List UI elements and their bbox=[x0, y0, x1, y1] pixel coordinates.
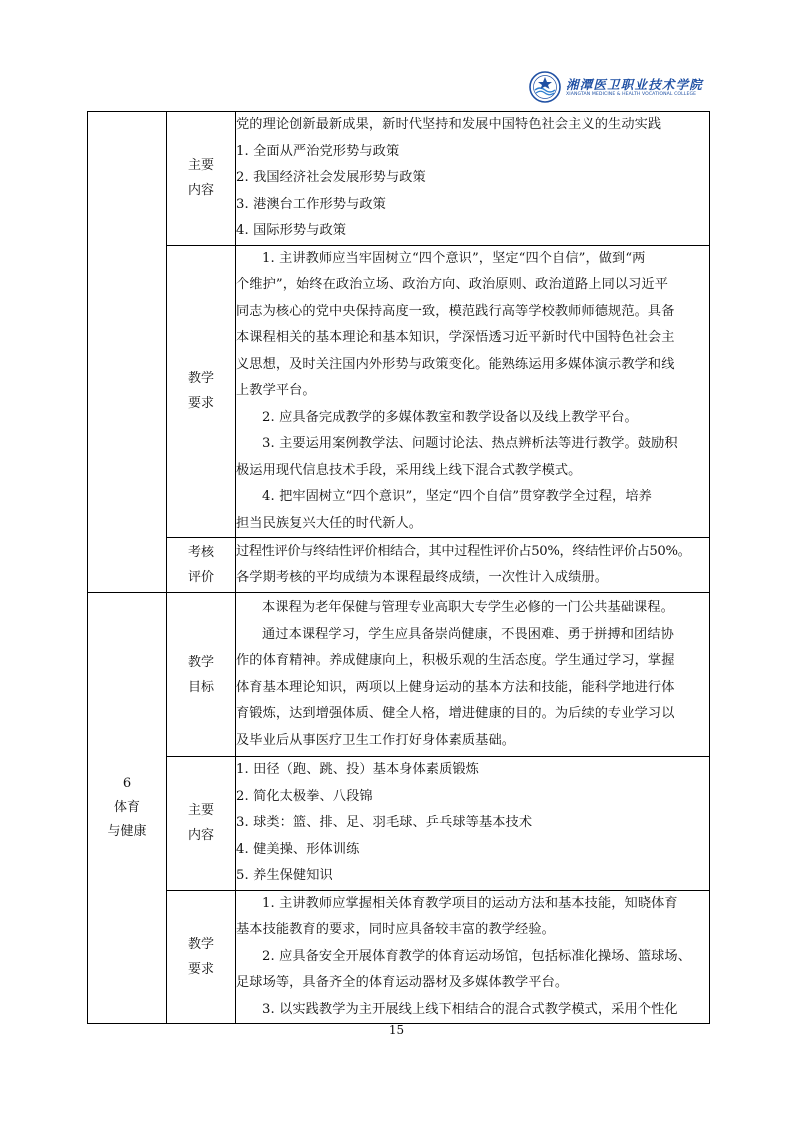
table-row bbox=[88, 890, 710, 1024]
table-row bbox=[88, 593, 710, 757]
label-text: 考核 评价 bbox=[187, 545, 214, 585]
logo-chinese-name: 湘潭医卫职业技术学院 bbox=[566, 76, 704, 92]
row-label-teaching-goals bbox=[167, 593, 236, 757]
row-label-assessment bbox=[167, 538, 236, 593]
content-line: 3. 港澳台工作形势与政策 bbox=[236, 196, 386, 212]
row-label-teaching-requirements bbox=[167, 890, 236, 1024]
table-row bbox=[88, 245, 710, 538]
paragraph-line: 4. 把牢固树立“四个意识”，坚定“四个自信”贯穿教学全过程，培养 bbox=[262, 489, 652, 504]
paragraph-line: 基本技能教育的要求，同时应具备较丰富的教学经验。 bbox=[236, 922, 555, 937]
page-number: 15 bbox=[388, 1023, 405, 1037]
paragraph-line: 本课程相关的基本理论和基本知识，学深悟透习近平新时代中国特色社会主 bbox=[236, 330, 675, 345]
college-emblem-icon bbox=[529, 71, 561, 103]
paragraph-line: 及毕业后从事医疗卫生工作打好身体素质基础。 bbox=[236, 732, 516, 748]
label-text: 教学 要求 bbox=[187, 371, 214, 412]
paragraph-line: 上教学平台。 bbox=[236, 383, 316, 398]
paragraph-line: 个维护”，始终在政治立场、政治方向、政治原则、政治道路上同以习近平 bbox=[236, 277, 669, 292]
content-line: 5. 养生保健知识 bbox=[236, 868, 333, 883]
main-content-cell bbox=[236, 112, 710, 246]
paragraph-line: 1. 主讲教师应当牢固树立“四个意识”，坚定“四个自信”，做到“两 bbox=[262, 250, 646, 266]
college-logo bbox=[529, 70, 719, 104]
course-number: 6 bbox=[122, 776, 132, 791]
paragraph-line: 义思想，及时关注国内外形势与政策变化。能熟练运用多媒体演示教学和线 bbox=[236, 356, 675, 372]
label-text: 教学 要求 bbox=[187, 936, 214, 977]
paragraph-line: 3. 以实践教学为主开展线上线下相结合的混合式教学模式，采用个性化 bbox=[262, 1001, 678, 1017]
teaching-requirements-cell bbox=[236, 245, 710, 538]
paragraph-line: 2. 应具备安全开展体育教学的体育运动场馆，包括标准化操场、篮球场、 bbox=[262, 948, 691, 964]
content-line: 1. 全面从严治党形势与政策 bbox=[236, 143, 400, 159]
logo-english-name: XIANGTAN MEDICINE & HEALTH VOCATIONAL COLLEGE bbox=[566, 91, 697, 97]
paragraph-line: 足球场等，具备齐全的体育运动器材及多媒体教学平台。 bbox=[236, 975, 569, 990]
paragraph-line: 体育基本理论知识，两项以上健身运动的基本方法和技能，能科学地进行体 bbox=[236, 679, 675, 695]
paragraph-line: 极运用现代信息技术手段，采用线上线下混合式教学模式。 bbox=[236, 462, 582, 478]
content-line: 3. 球类：篮、排、足、羽毛球、乒乓球等基本技术 bbox=[236, 815, 533, 830]
content-line: 过程性评价与终结性评价相结合，其中过程性评价占50%，终结性评价占50%。 bbox=[236, 543, 691, 559]
row-label-main-content bbox=[167, 112, 236, 246]
paragraph-line: 通过本课程学习，学生应具备崇尚健康，不畏困难、勇于拼搏和团结协 bbox=[262, 626, 674, 642]
main-content-cell bbox=[236, 757, 710, 891]
table-row bbox=[88, 112, 710, 246]
course-table bbox=[87, 111, 710, 1024]
paragraph-line: 担当民族复兴大任的时代新人。 bbox=[236, 515, 423, 531]
teaching-goals-cell bbox=[236, 593, 710, 757]
content-line: 2. 我国经济社会发展形势与政策 bbox=[236, 170, 426, 185]
paragraph-line: 同志为核心的党中央保持高度一致，模范践行高等学校教师师德规范。具备 bbox=[236, 303, 675, 319]
content-line: 1. 田径（跑、跳、投）基本身体素质锻炼 bbox=[236, 762, 479, 777]
paragraph-line: 1. 主讲教师应掌握相关体育教学项目的运动方法和基本技能，知晓体育 bbox=[262, 895, 678, 911]
teaching-requirements-cell bbox=[236, 890, 710, 1024]
paragraph-line: 育锻炼，达到增强体质、健全人格，增进健康的目的。为后续的专业学习以 bbox=[236, 706, 675, 721]
content-line: 4. 健美操、形体训练 bbox=[236, 841, 360, 857]
content-line: 4. 国际形势与政策 bbox=[236, 223, 347, 238]
course-name-line: 与健康 bbox=[107, 824, 147, 839]
logo-text bbox=[566, 77, 703, 98]
paragraph-line: 3. 主要运用案例教学法、问题讨论法、热点辨析法等进行教学。鼓励积 bbox=[262, 436, 678, 451]
label-text: 教学 目标 bbox=[187, 654, 214, 695]
content-line: 各学期考核的平均成绩为本课程最终成绩，一次性计入成绩册。 bbox=[236, 570, 609, 585]
course-name-cell-continued bbox=[88, 112, 167, 593]
content-line: 2. 简化太极拳、八段锦 bbox=[236, 788, 373, 804]
row-label-teaching-requirements bbox=[167, 245, 236, 538]
label-text: 主要 内容 bbox=[187, 158, 214, 199]
paragraph-line: 作的体育精神。养成健康向上，积极乐观的生活态度。学生通过学习，掌握 bbox=[236, 653, 675, 668]
table-row bbox=[88, 757, 710, 891]
paragraph-line: 本课程为老年保健与管理专业高职大专学生必修的一门公共基础课程。 bbox=[262, 600, 674, 615]
row-label-main-content bbox=[167, 757, 236, 891]
assessment-cell bbox=[236, 538, 710, 593]
table-row bbox=[88, 538, 710, 593]
course-name-cell bbox=[88, 593, 167, 1024]
paragraph-line: 2. 应具备完成教学的多媒体教室和教学设备以及线上教学平台。 bbox=[262, 409, 638, 425]
content-line: 党的理论创新最新成果，新时代坚持和发展中国特色社会主义的生动实践 bbox=[236, 117, 662, 132]
label-text: 主要 内容 bbox=[187, 803, 214, 844]
course-name-line: 体育 bbox=[113, 800, 140, 815]
